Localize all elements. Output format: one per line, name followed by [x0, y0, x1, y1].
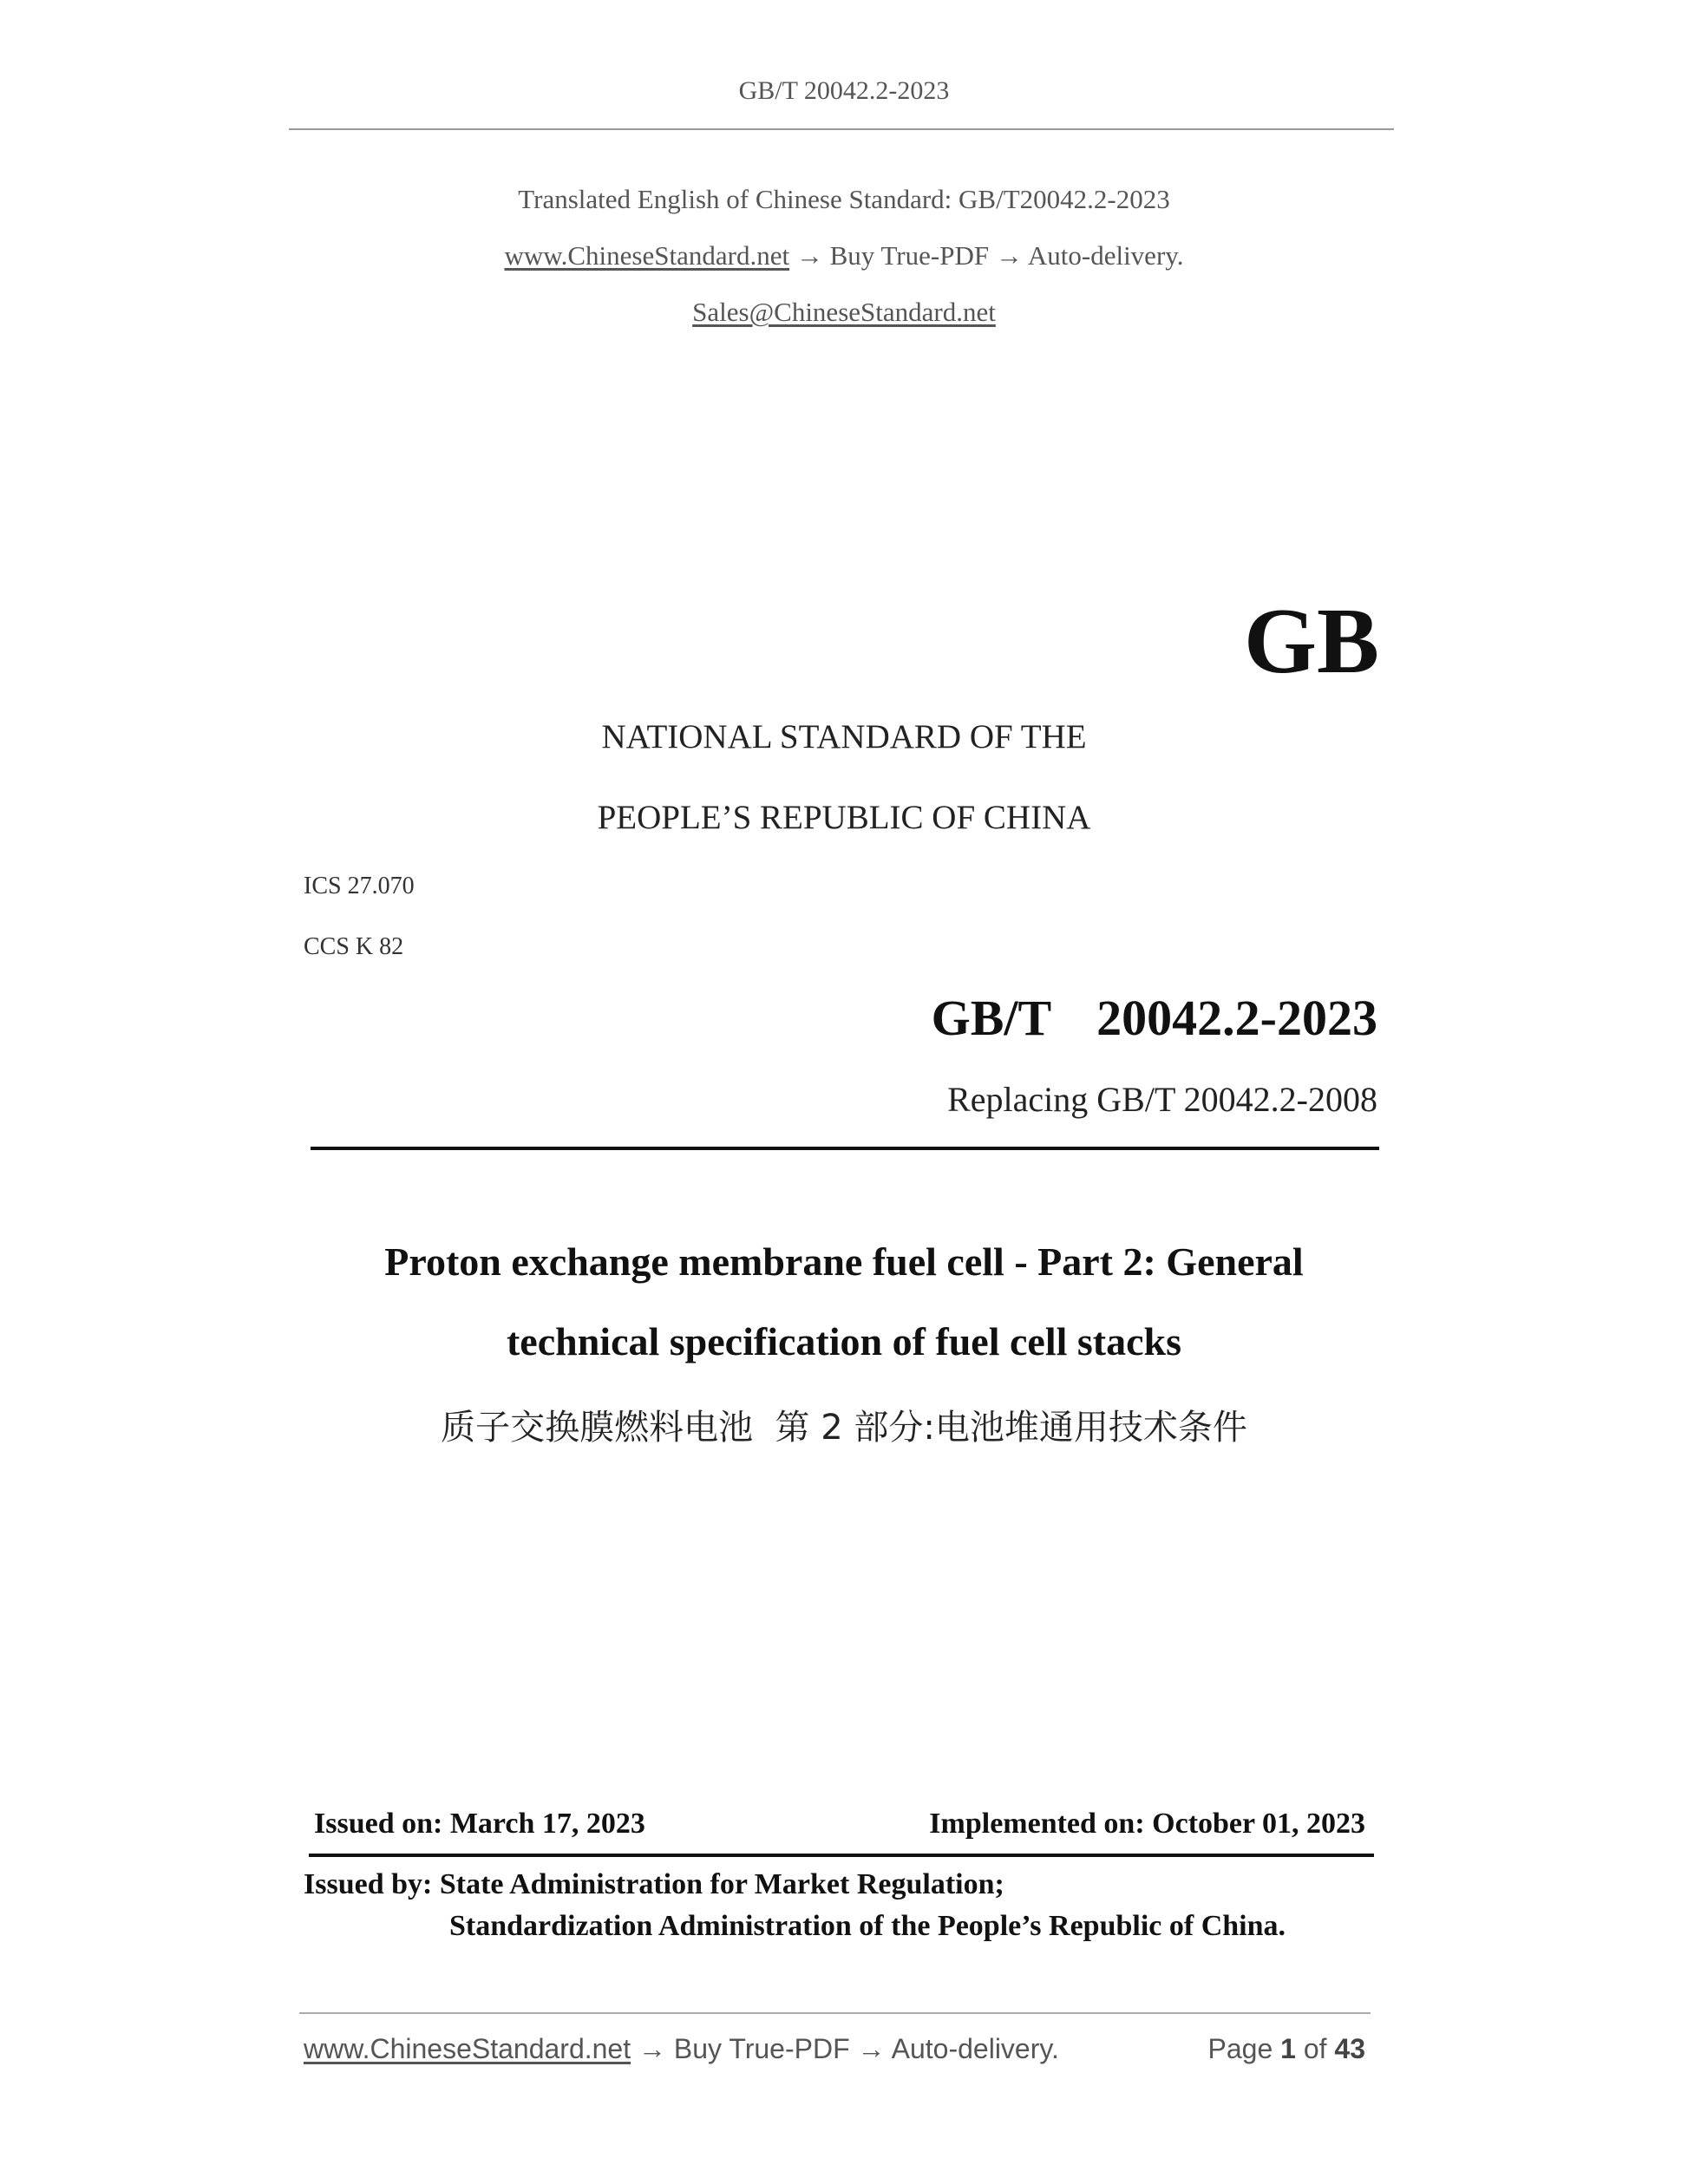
national-standard-heading-line1: NATIONAL STANDARD OF THE — [601, 718, 1087, 755]
footer-auto-delivery-text: Auto-delivery. — [891, 2033, 1059, 2064]
email-line — [0, 297, 1688, 328]
buy-text: Buy True-PDF — [829, 240, 990, 271]
arrow-icon: → — [795, 240, 823, 271]
header-divider — [289, 128, 1394, 130]
issued-on-date: Issued on: March 17, 2023 — [314, 1808, 645, 1840]
footer-purchase-banner — [304, 2033, 1059, 2065]
page-indicator — [1208, 2033, 1365, 2065]
implemented-on-date: Implemented on: October 01, 2023 — [929, 1808, 1365, 1840]
issued-by-line2: Standardization Administration of the People’s Republic of China. — [449, 1910, 1286, 1942]
of-label: of — [1303, 2033, 1327, 2064]
total-pages: 43 — [1334, 2033, 1365, 2064]
ics-code: ICS 27.070 — [304, 873, 415, 899]
national-standard-heading-line2: PEOPLE’S REPUBLIC OF CHINA — [597, 799, 1091, 836]
footer-divider — [299, 2012, 1371, 2014]
document-title-line1: Proton exchange membrane fuel cell - Part 2: General — [384, 1239, 1304, 1284]
title-divider — [311, 1147, 1379, 1150]
page-label: Page — [1207, 2033, 1273, 2064]
translation-notice: Translated English of Chinese Standard: GB/T20042.2-2023 — [518, 184, 1170, 214]
footer-buy-text: Buy True-PDF — [673, 2033, 850, 2064]
page-number: 1 — [1280, 2033, 1296, 2064]
standard-number: GB/T 20042.2-2023 — [931, 990, 1377, 1046]
arrow-icon: → — [857, 2033, 886, 2064]
arrow-icon: → — [995, 240, 1023, 271]
issued-by-line1: Issued by: State Administration for Market Regulation; — [304, 1868, 1004, 1900]
sales-email-link[interactable]: Sales@ChineseStandard.net — [692, 297, 996, 327]
document-title-chinese: 质子交换膜燃料电池 第 2 部分:电池堆通用技术条件 — [441, 1408, 1247, 1448]
arrow-icon: → — [638, 2033, 666, 2064]
purchase-banner — [0, 240, 1688, 271]
auto-delivery-text: Auto-delivery. — [1027, 240, 1184, 271]
page-header-title: GB/T 20042.2-2023 — [738, 76, 950, 105]
gb-mark: GB — [1243, 590, 1379, 693]
issue-divider — [309, 1854, 1374, 1857]
replacing-note: Replacing GB/T 20042.2-2008 — [947, 1080, 1377, 1119]
ccs-code: CCS K 82 — [304, 933, 404, 960]
footer-site-link[interactable]: www.ChineseStandard.net — [304, 2033, 631, 2064]
site-link[interactable]: www.ChineseStandard.net — [504, 240, 790, 271]
document-title-line2: technical specification of fuel cell stacks — [506, 1319, 1182, 1363]
